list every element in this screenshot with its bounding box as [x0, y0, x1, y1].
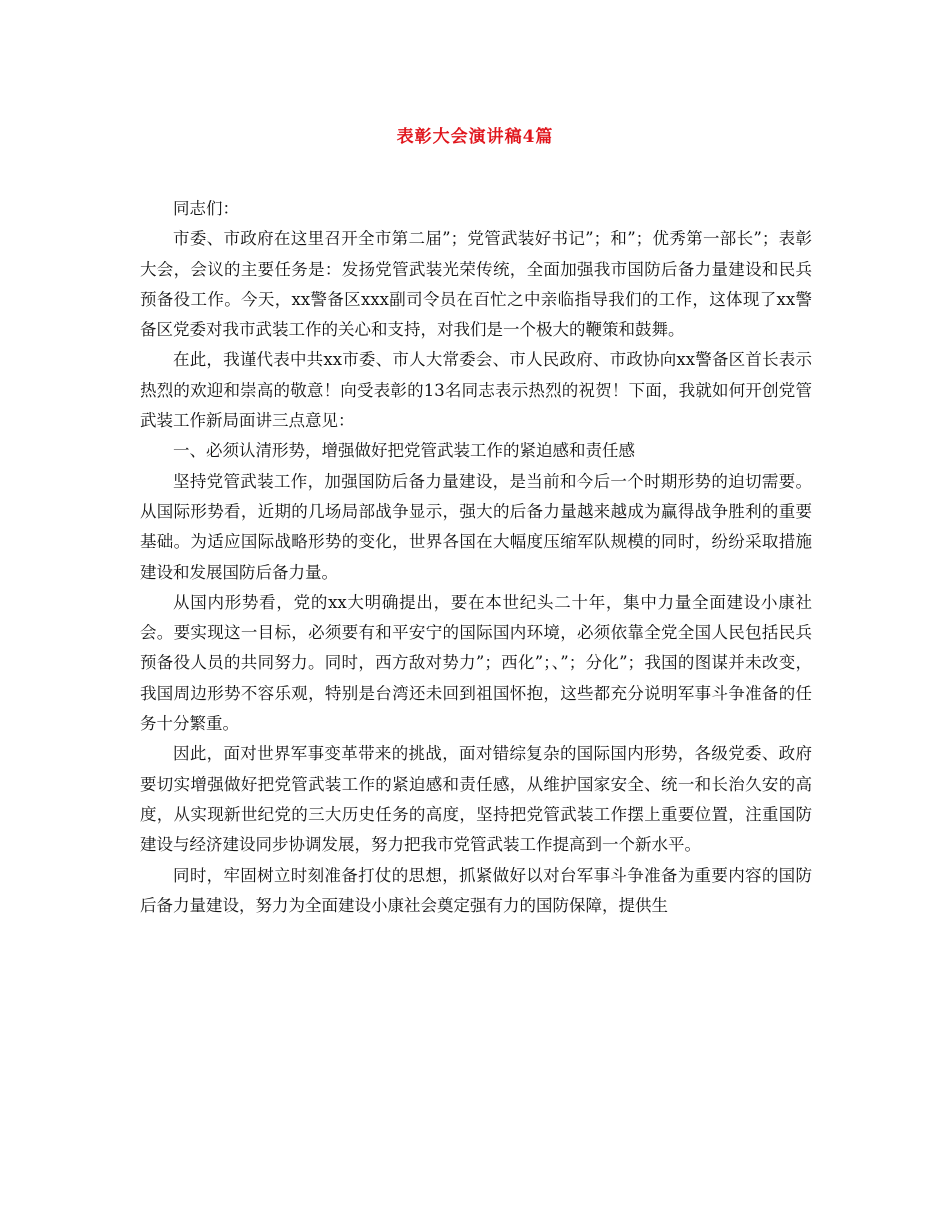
- paragraph: 市委、市政府在这里召开全市第二届”；党管武装好书记”；和”；优秀第一部长”；表彰大会，会议的主要任务是：发扬党管武装光荣传统，全面加强我市国防后备力量建设和民兵预备役工作。今天，xx警备区xxx副司令员在百忙之中亲临指导我们的工作，这体现了xx警备区党委对我市武装工作的关心和支持，对我们是一个极大的鞭策和鼓舞。: [140, 229, 812, 340]
- paragraph: 同时，牢固树立时刻准备打仗的思想，抓紧做好以对台军事斗争准备为重要内容的国防后备力量建设，努力为全面建设小康社会奠定强有力的国防保障，提供生: [140, 865, 812, 915]
- document-body: [140, 194, 812, 921]
- paragraph: 坚持党管武装工作，加强国防后备力量建设，是当前和今后一个时期形势的迫切需要。从国际形势看，近期的几场局部战争显示，强大的后备力量越来越成为赢得战争胜利的重要基础。为适应国际战略形势的变化，世界各国在大幅度压缩军队规模的同时，纷纷采取措施建设和发展国防后备力量。: [140, 471, 812, 582]
- paragraph: 因此，面对世界军事变革带来的挑战，面对错综复杂的国际国内形势，各级党委、政府要切实增强做好把党管武装工作的紧迫感和责任感，从维护国家安全、统一和长治久安的高度，从实现新世纪党的三大历史任务的高度，坚持把党管武装工作摆上重要位置，注重国防建设与经济建设同步协调发展，努力把我市党管武装工作提高到一个新水平。: [140, 744, 812, 855]
- paragraph-salutation: 同志们：: [173, 199, 239, 218]
- paragraph: 在此，我谨代表中共xx市委、市人大常委会、市人民政府、市政协向xx警备区首长表示热烈的欢迎和崇高的敬意！向受表彰的13名同志表示热烈的祝贺！下面，我就如何开创党管武装工作新局面讲三点意见：: [140, 350, 812, 431]
- paragraph: 从国内形势看，党的xx大明确提出，要在本世纪头二十年，集中力量全面建设小康社会。要实现这一目标，必须要有和平安宁的国际国内环境，必须依靠全党全国人民包括民兵预备役人员的共同努力。同时，西方敌对势力”；西化”；、”；分化”；我国的图谋并未改变，我国周边形势不容乐观，特别是台湾还未回到祖国怀抱，这些都充分说明军事斗争准备的任务十分繁重。: [140, 592, 812, 734]
- document-title: 表彰大会演讲稿4篇: [396, 127, 554, 147]
- section-heading: 一、必须认清形势，增强做好把党管武装工作的紧迫感和责任感: [173, 441, 635, 461]
